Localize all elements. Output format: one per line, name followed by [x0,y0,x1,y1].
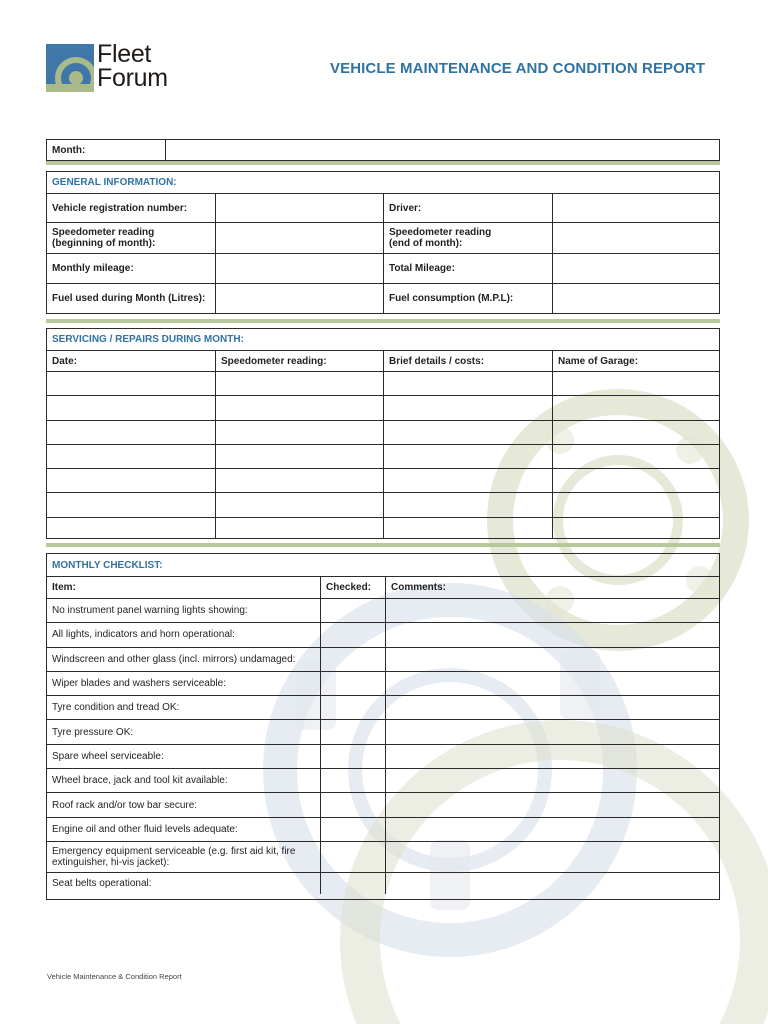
servicing-entry-field[interactable] [47,372,215,395]
month-box [46,139,720,161]
checklist-item-label: Seat belts operational: [52,877,152,889]
checklist-column-header: Comments: [385,577,719,598]
checklist-comments-field[interactable] [385,696,719,719]
servicing-entry-field[interactable] [552,372,719,395]
servicing-entry-field[interactable] [552,469,719,492]
servicing-entry-field[interactable] [383,396,552,419]
general-left-label: Monthly mileage: [52,263,134,274]
servicing-entry-row [47,420,719,444]
servicing-entry-field[interactable] [47,421,215,444]
general-information-heading: GENERAL INFORMATION: [52,177,177,188]
checklist-item-label: Wheel brace, jack and tool kit available: [52,775,228,787]
servicing-entry-field[interactable] [383,493,552,516]
checklist-checked-field[interactable] [320,648,385,671]
general-right-label: Fuel consumption (M.P.L): [383,284,552,313]
general-information-box [46,171,720,314]
page-footer: Vehicle Maintenance & Condition Report [47,972,182,981]
servicing-entry-field[interactable] [215,372,383,395]
checklist-comments-field[interactable] [385,818,719,841]
section-separator [46,319,720,323]
logo-line2: Forum [97,64,168,92]
checklist-item-label: Tyre pressure OK: [52,726,134,738]
general-left-field[interactable] [215,223,383,253]
servicing-entry-field[interactable] [47,518,215,539]
servicing-entry-field[interactable] [215,445,383,468]
general-info-row [47,253,719,283]
checklist-item-row [47,719,719,743]
checklist-comments-field[interactable] [385,672,719,695]
servicing-entry-field[interactable] [47,396,215,419]
checklist-checked-field[interactable] [320,672,385,695]
logo-line1: Fleet [97,40,152,68]
section-separator [46,543,720,547]
general-right-field[interactable] [552,223,719,253]
servicing-entry-field[interactable] [47,445,215,468]
month-row [47,140,719,160]
servicing-entry-row [47,371,719,395]
servicing-box [46,328,720,539]
checklist-item-row [47,647,719,671]
servicing-entry-field[interactable] [552,421,719,444]
checklist-item-row [47,817,719,841]
fleet-forum-logo-icon [46,44,94,92]
report-title: VEHICLE MAINTENANCE AND CONDITION REPORT [330,60,706,77]
checklist-comments-field[interactable] [385,599,719,622]
servicing-entry-field[interactable] [383,421,552,444]
servicing-entry-field[interactable] [552,518,719,539]
servicing-entry-row [47,444,719,468]
servicing-entry-row [47,395,719,419]
checklist-item-label: All lights, indicators and horn operational: [52,629,235,641]
servicing-entry-field[interactable] [383,518,552,539]
servicing-column-header: Brief details / costs: [383,351,552,371]
general-info-row [47,193,719,222]
servicing-entry-row [47,468,719,492]
servicing-column-headers [47,350,719,371]
checklist-comments-field[interactable] [385,745,719,768]
servicing-entry-field[interactable] [215,396,383,419]
checklist-item-row [47,792,719,816]
checklist-checked-field[interactable] [320,599,385,622]
checklist-checked-field[interactable] [320,842,385,872]
checklist-item-row [47,598,719,622]
month-label: Month: [52,144,86,156]
general-right-label: Speedometer reading (end of month): [383,223,552,253]
checklist-comments-field[interactable] [385,873,719,894]
logo-wordmark [97,42,168,90]
servicing-entry-field[interactable] [383,372,552,395]
checklist-item-label: Windscreen and other glass (incl. mirrors) undamaged: [52,653,296,665]
checklist-checked-field[interactable] [320,769,385,792]
section-separator [46,161,720,165]
general-right-label: Driver: [383,194,552,222]
checklist-comments-field[interactable] [385,648,719,671]
checklist-comments-field[interactable] [385,842,719,872]
fleet-forum-logo [46,40,196,104]
checklist-comments-field[interactable] [385,769,719,792]
checklist-column-headers [47,576,719,598]
checklist-item-label: Wiper blades and washers serviceable: [52,678,226,690]
servicing-entry-field[interactable] [215,518,383,539]
servicing-entry-field[interactable] [47,493,215,516]
general-left-label: Fuel used during Month (Litres): [52,293,206,304]
servicing-heading: SERVICING / REPAIRS DURING MONTH: [52,334,244,345]
servicing-entry-field[interactable] [383,445,552,468]
checklist-item-row [47,744,719,768]
checklist-comments-field[interactable] [385,623,719,646]
general-right-field[interactable] [552,254,719,283]
checklist-checked-field[interactable] [320,793,385,816]
checklist-checked-field[interactable] [320,696,385,719]
checklist-item-label: Emergency equipment serviceable (e.g. first aid kit, fire extinguisher, hi-vis jacket): [52,845,296,868]
servicing-entry-field[interactable] [552,396,719,419]
general-info-row [47,283,719,313]
checklist-item-row [47,695,719,719]
checklist-column-header: Item: [52,582,76,593]
general-right-field[interactable] [552,194,719,222]
checklist-checked-field[interactable] [320,623,385,646]
servicing-entry-field[interactable] [552,445,719,468]
general-left-field[interactable] [215,254,383,283]
checklist-item-row [47,671,719,695]
general-right-field[interactable] [552,284,719,313]
checklist-checked-field[interactable] [320,745,385,768]
servicing-entry-field[interactable] [215,469,383,492]
servicing-entry-field[interactable] [215,421,383,444]
checklist-item-row [47,872,719,894]
checklist-item-row [47,768,719,792]
servicing-entry-field[interactable] [47,469,215,492]
checklist-item-row [47,622,719,646]
servicing-entry-row [47,517,719,539]
servicing-entry-field[interactable] [215,493,383,516]
general-left-label: Vehicle registration number: [52,202,188,214]
servicing-entry-field[interactable] [552,493,719,516]
checklist-checked-field[interactable] [320,873,385,894]
checklist-item-label: Spare wheel serviceable: [52,750,164,762]
general-left-field[interactable] [215,194,383,222]
servicing-column-header: Speedometer reading: [215,351,383,371]
servicing-entry-field[interactable] [383,469,552,492]
checklist-column-header: Checked: [320,577,385,598]
checklist-comments-field[interactable] [385,793,719,816]
checklist-box [46,553,720,900]
checklist-checked-field[interactable] [320,818,385,841]
month-field[interactable] [165,140,719,160]
general-left-field[interactable] [215,284,383,313]
checklist-checked-field[interactable] [320,720,385,743]
servicing-column-header: Name of Garage: [552,351,719,371]
checklist-item-label: Engine oil and other fluid levels adequate: [52,823,238,835]
general-info-row [47,222,719,253]
general-left-label: Speedometer reading (beginning of month): [52,227,156,249]
checklist-item-row [47,841,719,872]
servicing-column-header: Date: [52,355,78,367]
general-right-label: Total Mileage: [383,254,552,283]
checklist-comments-field[interactable] [385,720,719,743]
checklist-heading: MONTHLY CHECKLIST: [52,559,163,571]
checklist-item-label: No instrument panel warning lights showing: [52,605,248,617]
checklist-item-label: Tyre condition and tread OK: [52,702,180,714]
servicing-entry-row [47,492,719,516]
checklist-item-label: Roof rack and/or tow bar secure: [52,799,198,811]
